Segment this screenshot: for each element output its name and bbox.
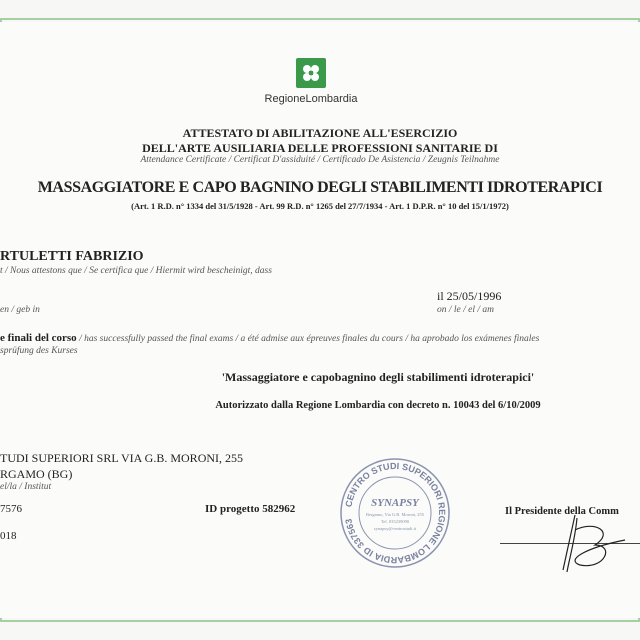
project-id: ID progetto 582962 — [205, 503, 296, 515]
exam-passed-label: e finali del corso — [0, 332, 77, 344]
issue-year: 018 — [0, 530, 17, 542]
stamp-name: SYNAPSY — [371, 497, 419, 509]
signature-label: Il Presidente della Comm — [505, 506, 619, 517]
main-title: MASSAGGIATORE E CAPO BAGNINO DEGLI STABILIMENTI IDROTERAPICI — [37, 179, 603, 196]
title-line1: ATTESTATO DI ABILITAZIONE ALL'ESERCIZIO — [182, 126, 458, 140]
institute-address: TUDI SUPERIORI SRL VIA G.B. MORONI, 255 — [0, 451, 244, 465]
stamp-phone: Tel. 035239090 — [380, 519, 410, 524]
institute-stamp — [338, 456, 452, 570]
stamp-email: synapsy@centrostudi.it — [373, 526, 417, 531]
institute-id: 7576 — [0, 503, 22, 515]
title-translations: Attendance Certificate / Certificat D'assiduité / Certificado De Asistencia / Zeugnis Teilnahme — [140, 155, 500, 165]
stamp-address: Bergamo, Via G.B. Moroni, 255 — [365, 512, 425, 517]
regione-lombardia-logo — [296, 58, 326, 88]
holder-name: RTULETTI FABRIZIO — [0, 249, 144, 264]
birthplace-sub: en / geb in — [0, 305, 40, 315]
handwritten-signature — [555, 510, 635, 580]
stamp-ring-text: CENTRO STUDI SUPERIORI REGIONE LOMBARDIA ID 337563 — [343, 460, 448, 566]
birth-date: il 25/05/1996 — [437, 289, 502, 303]
title-line2: DELL'ARTE AUSILIARIA DELLE PROFESSIONI SANITARIE DI — [142, 141, 498, 155]
exam-passed-line2: sprüfung des Kurses — [0, 346, 78, 356]
holder-name-sub: t / Nous attestons que / Se certifica que / Hiermit wird bescheinigt, dass — [0, 266, 272, 276]
birth-date-sub: on / le / el / am — [437, 305, 494, 315]
course-authorization: Autorizzato dalla Regione Lombardia con decreto n. 10043 del 6/10/2009 — [215, 400, 541, 411]
institute-city: RGAMO (BG) — [0, 467, 73, 481]
institute-sub: el/la / Institut — [0, 482, 52, 492]
exam-passed-translations: / has successfully passed the final exams / a été admise aux épreuves finales du cours / ha aprobado los exámenes finales — [76, 334, 540, 344]
certificate-paper — [0, 22, 640, 618]
course-name: 'Massaggiatore e capobagnino degli stabilimenti idroterapici' — [221, 370, 535, 384]
brand-name: RegioneLombardia — [264, 93, 358, 105]
legal-reference: (Art. 1 R.D. n° 1334 del 31/5/1928 - Art. 99 R.D. n° 1265 del 27/7/1934 - Art. 1 D.P.R. n° 10 del 15/1/1972) — [131, 201, 509, 211]
